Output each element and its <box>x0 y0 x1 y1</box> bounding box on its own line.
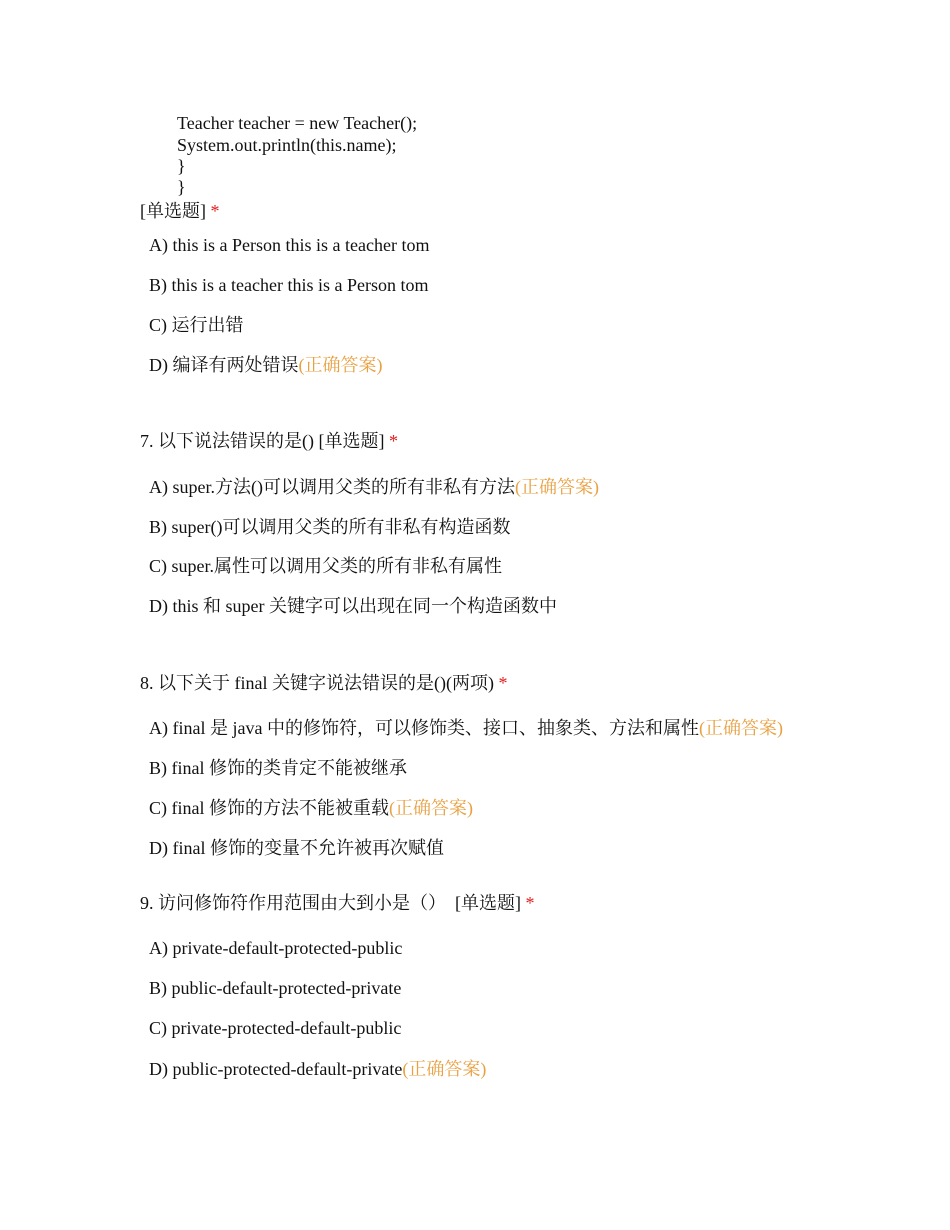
code-line-4: } <box>177 177 186 197</box>
question-7-title <box>140 430 398 452</box>
q7-option-b <box>149 516 510 538</box>
q6-option-c <box>149 314 244 336</box>
option-text: D) this 和 super 关键字可以出现在同一个构造函数中 <box>149 596 557 616</box>
correct-answer-tag: (正确答案) <box>402 1059 487 1079</box>
q8-option-c <box>149 797 473 819</box>
q8-option-a <box>149 717 783 739</box>
q7-option-c <box>149 555 502 577</box>
option-text: C) super.属性可以调用父类的所有非私有属性 <box>149 556 502 576</box>
q6-option-b <box>149 274 428 296</box>
correct-answer-tag: (正确答案) <box>698 718 783 738</box>
required-star: * <box>498 673 508 693</box>
q9-option-b <box>149 977 401 999</box>
question-text: 9. 访问修饰符作用范围由大到小是（） [单选题] <box>140 893 521 913</box>
q7-option-a <box>149 476 599 498</box>
correct-answer-tag: (正确答案) <box>514 477 599 497</box>
question-8-title <box>140 672 507 694</box>
option-text: A) final 是 java 中的修饰符，可以修饰类、接口、抽象类、方法和属性 <box>149 718 699 738</box>
option-text: D) 编译有两处错误 <box>149 355 299 375</box>
q9-option-d <box>149 1058 486 1080</box>
code-line-1: Teacher teacher = new Teacher(); <box>177 113 418 133</box>
code-line-2: System.out.println(this.name); <box>177 135 397 155</box>
question-6-title <box>140 200 220 222</box>
option-text: B) super()可以调用父类的所有非私有构造函数 <box>149 517 511 537</box>
q8-option-d <box>149 837 444 859</box>
q9-option-a <box>149 937 402 959</box>
option-text: B) final 修饰的类肯定不能被继承 <box>149 758 407 778</box>
q8-option-b <box>149 757 407 779</box>
option-text: A) this is a Person this is a teacher tom <box>149 235 430 255</box>
required-star: * <box>210 201 220 221</box>
q7-option-d <box>149 595 557 617</box>
option-text: B) public-default-protected-private <box>149 978 402 998</box>
option-text: A) super.方法()可以调用父类的所有非私有方法 <box>149 477 515 497</box>
option-text: D) final 修饰的变量不允许被再次赋值 <box>149 838 444 858</box>
correct-answer-tag: (正确答案) <box>298 355 383 375</box>
question-type-label: [单选题] <box>140 201 206 221</box>
option-text: A) private-default-protected-public <box>149 938 403 958</box>
q6-option-d <box>149 354 383 376</box>
option-text: D) public-protected-default-private <box>149 1059 403 1079</box>
q9-option-c <box>149 1017 401 1039</box>
option-text: B) this is a teacher this is a Person tom <box>149 275 429 295</box>
required-star: * <box>388 431 398 451</box>
code-line-3: } <box>177 156 186 176</box>
correct-answer-tag: (正确答案) <box>388 798 473 818</box>
option-text: C) private-protected-default-public <box>149 1018 402 1038</box>
option-text: C) final 修饰的方法不能被重载 <box>149 798 389 818</box>
question-text: 7. 以下说法错误的是() [单选题] <box>140 431 385 451</box>
required-star: * <box>525 893 535 913</box>
q6-option-a <box>149 234 429 256</box>
question-text: 8. 以下关于 final 关键字说法错误的是()(两项) <box>140 673 494 693</box>
option-text: C) 运行出错 <box>149 315 244 335</box>
question-9-title <box>140 892 535 914</box>
